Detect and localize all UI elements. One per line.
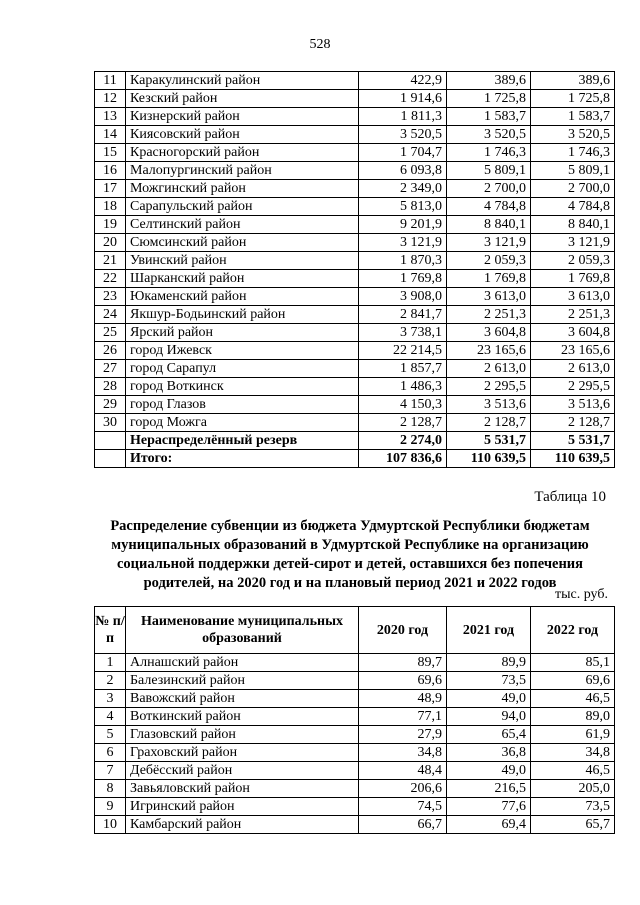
value-2022: 34,8 — [531, 744, 615, 762]
table-row — [95, 162, 615, 180]
row-name: город Сарапул — [126, 360, 359, 378]
value-2022: 110 639,5 — [531, 450, 615, 468]
table-row — [95, 396, 615, 414]
row-number: 16 — [95, 162, 126, 180]
row-number: 23 — [95, 288, 126, 306]
value-2021: 3 613,0 — [447, 288, 531, 306]
value-2021: 216,5 — [447, 780, 531, 798]
row-name: Сюмсинский район — [126, 234, 359, 252]
value-2020: 89,7 — [359, 654, 447, 672]
value-2022: 73,5 — [531, 798, 615, 816]
row-number — [95, 450, 126, 468]
value-2021: 2 128,7 — [447, 414, 531, 432]
value-2022: 89,0 — [531, 708, 615, 726]
row-name: город Глазов — [126, 396, 359, 414]
table-label: Таблица 10 — [534, 489, 606, 505]
value-2020: 2 841,7 — [359, 306, 447, 324]
row-number: 20 — [95, 234, 126, 252]
value-2021: 3 513,6 — [447, 396, 531, 414]
value-2020: 5 813,0 — [359, 198, 447, 216]
value-2021: 1 583,7 — [447, 108, 531, 126]
row-number: 10 — [95, 816, 126, 834]
row-number: 28 — [95, 378, 126, 396]
value-2022: 61,9 — [531, 726, 615, 744]
row-number: 5 — [95, 726, 126, 744]
value-2021: 389,6 — [447, 72, 531, 90]
value-2020: 1 486,3 — [359, 378, 447, 396]
table-row — [95, 432, 615, 450]
value-2021: 5 531,7 — [447, 432, 531, 450]
table-title: Распределение субвенции из бюджета Удмуртской Республики бюджетам муниципальных образований в Удмуртской Республике на организацию социальной поддержки детей-сирот и детей, оставшихся без попечения родителей, на 2020 год и на плановый период 2021 и 2022 годов — [110, 518, 590, 591]
value-2020: 1 914,6 — [359, 90, 447, 108]
value-2020: 27,9 — [359, 726, 447, 744]
value-2020: 48,4 — [359, 762, 447, 780]
row-name: Шарканский район — [126, 270, 359, 288]
value-2022: 3 613,0 — [531, 288, 615, 306]
value-2022: 2 700,0 — [531, 180, 615, 198]
value-2021: 77,6 — [447, 798, 531, 816]
table-row — [95, 762, 615, 780]
header-2020: 2020 год — [359, 607, 447, 654]
value-2021: 65,4 — [447, 726, 531, 744]
row-name: Граховский район — [126, 744, 359, 762]
row-number: 17 — [95, 180, 126, 198]
row-number: 9 — [95, 798, 126, 816]
table-row — [95, 108, 615, 126]
value-2022: 3 513,6 — [531, 396, 615, 414]
table-row — [95, 72, 615, 90]
row-name: Каракулинский район — [126, 72, 359, 90]
value-2020: 1 769,8 — [359, 270, 447, 288]
table-row — [95, 252, 615, 270]
value-2022: 3 121,9 — [531, 234, 615, 252]
value-2021: 69,4 — [447, 816, 531, 834]
value-2022: 69,6 — [531, 672, 615, 690]
value-2022: 46,5 — [531, 762, 615, 780]
table-row — [95, 306, 615, 324]
value-2021: 1 769,8 — [447, 270, 531, 288]
table-row — [95, 816, 615, 834]
value-2020: 1 870,3 — [359, 252, 447, 270]
value-2021: 1 725,8 — [447, 90, 531, 108]
table-row — [95, 288, 615, 306]
value-2020: 2 274,0 — [359, 432, 447, 450]
value-2022: 5 531,7 — [531, 432, 615, 450]
value-2020: 9 201,9 — [359, 216, 447, 234]
value-2021: 3 121,9 — [447, 234, 531, 252]
table-row — [95, 180, 615, 198]
row-name: Камбарский район — [126, 816, 359, 834]
row-name: Воткинский район — [126, 708, 359, 726]
row-name: Нераспределённый резерв — [126, 432, 359, 450]
table-row — [95, 726, 615, 744]
row-name: Можгинский район — [126, 180, 359, 198]
row-name: Селтинский район — [126, 216, 359, 234]
row-number: 2 — [95, 672, 126, 690]
value-2021: 110 639,5 — [447, 450, 531, 468]
row-number: 4 — [95, 708, 126, 726]
value-2021: 5 809,1 — [447, 162, 531, 180]
header-name: Наименование муниципальных образований — [126, 607, 359, 654]
value-2022: 2 613,0 — [531, 360, 615, 378]
value-2020: 22 214,5 — [359, 342, 447, 360]
value-2021: 94,0 — [447, 708, 531, 726]
table-row — [95, 654, 615, 672]
row-name: Малопургинский район — [126, 162, 359, 180]
table-row — [95, 450, 615, 468]
value-2020: 34,8 — [359, 744, 447, 762]
row-name: Кезский район — [126, 90, 359, 108]
value-2020: 77,1 — [359, 708, 447, 726]
value-2022: 2 295,5 — [531, 378, 615, 396]
row-name: Киясовский район — [126, 126, 359, 144]
table-row — [95, 414, 615, 432]
page-number: 528 — [309, 37, 331, 52]
value-2020: 74,5 — [359, 798, 447, 816]
table-row — [95, 126, 615, 144]
table-row — [95, 342, 615, 360]
table-row — [95, 234, 615, 252]
value-2020: 206,6 — [359, 780, 447, 798]
subvention-table-continued — [94, 71, 615, 468]
value-2020: 69,6 — [359, 672, 447, 690]
row-number: 18 — [95, 198, 126, 216]
row-number: 24 — [95, 306, 126, 324]
value-2020: 1 857,7 — [359, 360, 447, 378]
value-2020: 422,9 — [359, 72, 447, 90]
row-number: 21 — [95, 252, 126, 270]
row-number: 7 — [95, 762, 126, 780]
table-row — [95, 672, 615, 690]
row-number: 29 — [95, 396, 126, 414]
row-name: Игринский район — [126, 798, 359, 816]
row-number: 3 — [95, 690, 126, 708]
table-row — [95, 798, 615, 816]
row-name: Алнашский район — [126, 654, 359, 672]
value-2021: 89,9 — [447, 654, 531, 672]
row-name: Кизнерский район — [126, 108, 359, 126]
table-row — [95, 378, 615, 396]
value-2022: 85,1 — [531, 654, 615, 672]
value-2022: 2 128,7 — [531, 414, 615, 432]
header-2021: 2021 год — [447, 607, 531, 654]
value-2020: 48,9 — [359, 690, 447, 708]
row-number: 11 — [95, 72, 126, 90]
row-name: Глазовский район — [126, 726, 359, 744]
value-2020: 66,7 — [359, 816, 447, 834]
value-2022: 2 251,3 — [531, 306, 615, 324]
value-2021: 2 613,0 — [447, 360, 531, 378]
value-2020: 3 908,0 — [359, 288, 447, 306]
row-number: 1 — [95, 654, 126, 672]
value-2020: 3 520,5 — [359, 126, 447, 144]
row-name: Красногорский район — [126, 144, 359, 162]
value-2021: 2 251,3 — [447, 306, 531, 324]
value-2021: 36,8 — [447, 744, 531, 762]
row-name: Сарапульский район — [126, 198, 359, 216]
value-2021: 2 295,5 — [447, 378, 531, 396]
value-2021: 2 059,3 — [447, 252, 531, 270]
value-2021: 49,0 — [447, 690, 531, 708]
row-name: Увинский район — [126, 252, 359, 270]
value-2022: 205,0 — [531, 780, 615, 798]
orphans-support-table — [94, 606, 615, 834]
value-2021: 8 840,1 — [447, 216, 531, 234]
table-row — [95, 324, 615, 342]
row-number: 13 — [95, 108, 126, 126]
row-number: 27 — [95, 360, 126, 378]
row-number — [95, 432, 126, 450]
table-row — [95, 216, 615, 234]
value-2022: 23 165,6 — [531, 342, 615, 360]
value-2021: 73,5 — [447, 672, 531, 690]
value-2021: 2 700,0 — [447, 180, 531, 198]
row-name: Юкаменский район — [126, 288, 359, 306]
table-header-row — [95, 607, 615, 654]
value-2022: 1 769,8 — [531, 270, 615, 288]
row-name: Якшур-Бодьинский район — [126, 306, 359, 324]
value-2022: 3 604,8 — [531, 324, 615, 342]
value-2020: 2 349,0 — [359, 180, 447, 198]
table-row — [95, 744, 615, 762]
row-name: Балезинский район — [126, 672, 359, 690]
row-number: 14 — [95, 126, 126, 144]
row-number: 30 — [95, 414, 126, 432]
row-name: город Воткинск — [126, 378, 359, 396]
value-2022: 4 784,8 — [531, 198, 615, 216]
value-2022: 2 059,3 — [531, 252, 615, 270]
value-2022: 65,7 — [531, 816, 615, 834]
value-2022: 5 809,1 — [531, 162, 615, 180]
value-2020: 6 093,8 — [359, 162, 447, 180]
table-row — [95, 780, 615, 798]
value-2022: 1 725,8 — [531, 90, 615, 108]
value-2020: 4 150,3 — [359, 396, 447, 414]
table-row — [95, 198, 615, 216]
table-row — [95, 708, 615, 726]
value-2020: 107 836,6 — [359, 450, 447, 468]
value-2021: 3 520,5 — [447, 126, 531, 144]
row-number: 15 — [95, 144, 126, 162]
value-2020: 3 121,9 — [359, 234, 447, 252]
value-2021: 4 784,8 — [447, 198, 531, 216]
table-row — [95, 144, 615, 162]
row-number: 19 — [95, 216, 126, 234]
row-name: Завьяловский район — [126, 780, 359, 798]
value-2020: 2 128,7 — [359, 414, 447, 432]
row-name: Дебёсский район — [126, 762, 359, 780]
value-2021: 3 604,8 — [447, 324, 531, 342]
header-2022: 2022 год — [531, 607, 615, 654]
value-2021: 49,0 — [447, 762, 531, 780]
value-2022: 389,6 — [531, 72, 615, 90]
table-row — [95, 90, 615, 108]
value-2021: 23 165,6 — [447, 342, 531, 360]
value-2020: 1 811,3 — [359, 108, 447, 126]
table-row — [95, 270, 615, 288]
header-no: № п/п — [95, 607, 126, 654]
row-number: 22 — [95, 270, 126, 288]
value-2020: 1 704,7 — [359, 144, 447, 162]
units-label: тыс. руб. — [555, 587, 608, 602]
value-2022: 46,5 — [531, 690, 615, 708]
value-2022: 3 520,5 — [531, 126, 615, 144]
value-2022: 8 840,1 — [531, 216, 615, 234]
row-name: город Ижевск — [126, 342, 359, 360]
row-name: Ярский район — [126, 324, 359, 342]
value-2020: 3 738,1 — [359, 324, 447, 342]
row-number: 12 — [95, 90, 126, 108]
row-name: Итого: — [126, 450, 359, 468]
value-2022: 1 746,3 — [531, 144, 615, 162]
value-2022: 1 583,7 — [531, 108, 615, 126]
row-number: 25 — [95, 324, 126, 342]
row-number: 26 — [95, 342, 126, 360]
row-name: город Можга — [126, 414, 359, 432]
value-2021: 1 746,3 — [447, 144, 531, 162]
row-number: 8 — [95, 780, 126, 798]
table-row — [95, 690, 615, 708]
table-row — [95, 360, 615, 378]
row-name: Вавожский район — [126, 690, 359, 708]
row-number: 6 — [95, 744, 126, 762]
